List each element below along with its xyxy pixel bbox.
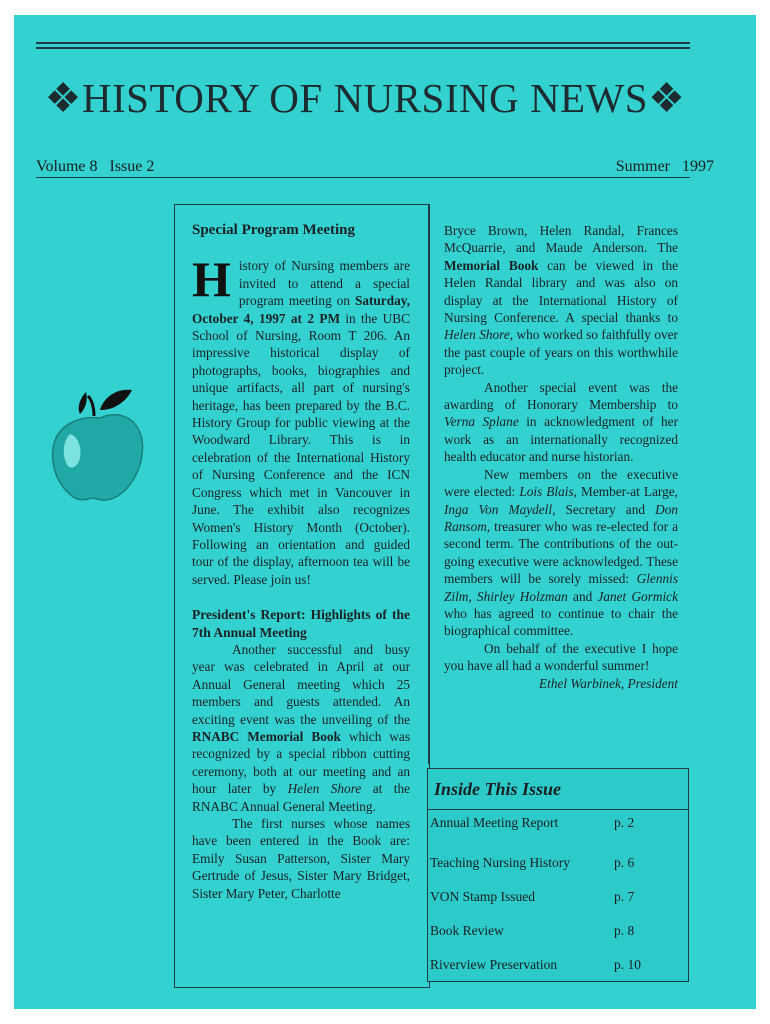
thanks-name: Helen Shore, (444, 327, 514, 343)
toc-item-page: p. 7 (614, 889, 635, 904)
memorial-book-ref: Memorial Book (444, 257, 539, 273)
article-text-end: in the UBC School of Nursing, Room T 206. An impressive historical display of photographs, books, biographies and unique artifacts, all part of nursing's heritage, has been prepared by the B.C. History Group for public viewing at the Woodward Library. This is in celebration of the International History of Nursing Conference and the ICN Congress which met in Vancouver in June. The exhibit also recognizes Women's History Month (October). Following an orientation and guided tour of the display, afternoon tea will be served. Please join us! (192, 310, 410, 587)
volume-issue: Volume 8 Issue 2 (36, 158, 155, 175)
toc-title: Inside This Issue (428, 769, 688, 810)
toc-item-label: Riverview Preservation (430, 957, 558, 972)
right-column (444, 222, 678, 692)
p3-text-a: Another special event was the awarding of Honorary Membership to (444, 379, 678, 413)
season-date: Summer 1997 (615, 158, 714, 175)
honorary-member: Verna Splane (444, 414, 519, 430)
toc-item-label: Annual Meeting Report (430, 815, 559, 830)
p4-text-a: New members on the executive were elected: (444, 466, 678, 500)
masthead-rule (36, 177, 690, 178)
p4-text-e: and (567, 588, 598, 604)
top-rule-1 (36, 42, 690, 44)
drop-cap: H (192, 251, 231, 308)
report-paragraph-4 (444, 466, 678, 640)
report-paragraph-1 (192, 641, 410, 815)
toc-item-page: p. 6 (614, 855, 635, 870)
member-name-1: Lois Blais, (519, 484, 577, 500)
toc-item-page: p. 10 (614, 957, 641, 972)
memorial-book-title: RNABC Memorial Book (192, 728, 341, 744)
report-paragraph-3 (444, 379, 678, 466)
left-column (192, 222, 410, 902)
report-paragraph-2: The first nurses whose names have been entered in the Book are: Emily Susan Patterson, Sister Mary Gertrude of Jesus, Sister Mary Bridget, Sister Mary Peter, Charlotte (192, 816, 410, 901)
masthead-title: ❖HISTORY OF NURSING NEWS❖ (44, 75, 686, 121)
person-name: Helen Shore (287, 781, 362, 797)
report-text-a: Another successful and busy year was celebrated in April at our Annual General meeting which 25 members and guests attended. An exciting event was the unveiling of the (192, 641, 410, 727)
cont-text-b: can be viewed in the Helen Randal library and was also on display at the International History of Nursing Conference. A special thanks to (444, 257, 678, 326)
report-heading: President's Report: Highlights of the 7th Annual Meeting (192, 607, 410, 640)
p4-text-f: who has agreed to continue to chair the biographical committee. (444, 605, 678, 639)
apple-icon (42, 386, 152, 506)
signature: Ethel Warbinek, President (539, 675, 678, 691)
article-body (192, 251, 410, 588)
member-name-3: Don Ransom, (444, 501, 679, 534)
report-paragraph-5: On behalf of the executive I hope you have all had a wonderful summer! (444, 640, 678, 674)
article-text-start: istory of Nursing members are invited to attend a special program meeting on (238, 258, 410, 309)
toc-item-page: p. 2 (614, 815, 635, 830)
member-name-2: Inga Von Maydell, (444, 501, 556, 517)
toc-item-label: VON Stamp Issued (430, 889, 535, 904)
p4-text-d: treasurer who was re-elected for a second term. The contributions of the out-going executive were acknowledged. These members will be sorely missed: (444, 518, 678, 587)
p3-text-b: in acknowledgment of her work as an internationally recognized health educator and nurse historian. (444, 414, 678, 465)
toc-item-label: Teaching Nursing History (430, 855, 571, 870)
report-text-b: which was recognized by a special ribbon cutting ceremony, both at our meeting and an hour later by (192, 728, 410, 797)
cont-text-c: who worked so faithfully over the past couple of years on this worthwhile project. (444, 327, 678, 378)
meeting-date: Saturday, October 4, 1997 at 2 PM (192, 293, 410, 326)
article-heading: Special Program Meeting (192, 222, 356, 238)
cont-text-a: Bryce Brown, Helen Randal, Frances McQuarrie, and Maude Anderson. The (444, 223, 678, 256)
p4-text-b: Member-at Large, (576, 484, 678, 500)
member-name-4: Glennis Zilm, Shirley Holzman (444, 571, 678, 604)
member-name-5: Janet Gormick (597, 588, 678, 604)
top-rule-2 (36, 47, 690, 49)
inside-this-issue-box (427, 768, 689, 982)
toc-item-label: Book Review (430, 923, 504, 938)
p4-text-c: Secretary and (555, 501, 656, 517)
report-continued (444, 222, 678, 379)
report-text-c: at the RNABC Annual General Meeting. (192, 781, 410, 814)
column-divider (428, 204, 429, 764)
toc-item-page: p. 8 (614, 923, 635, 938)
